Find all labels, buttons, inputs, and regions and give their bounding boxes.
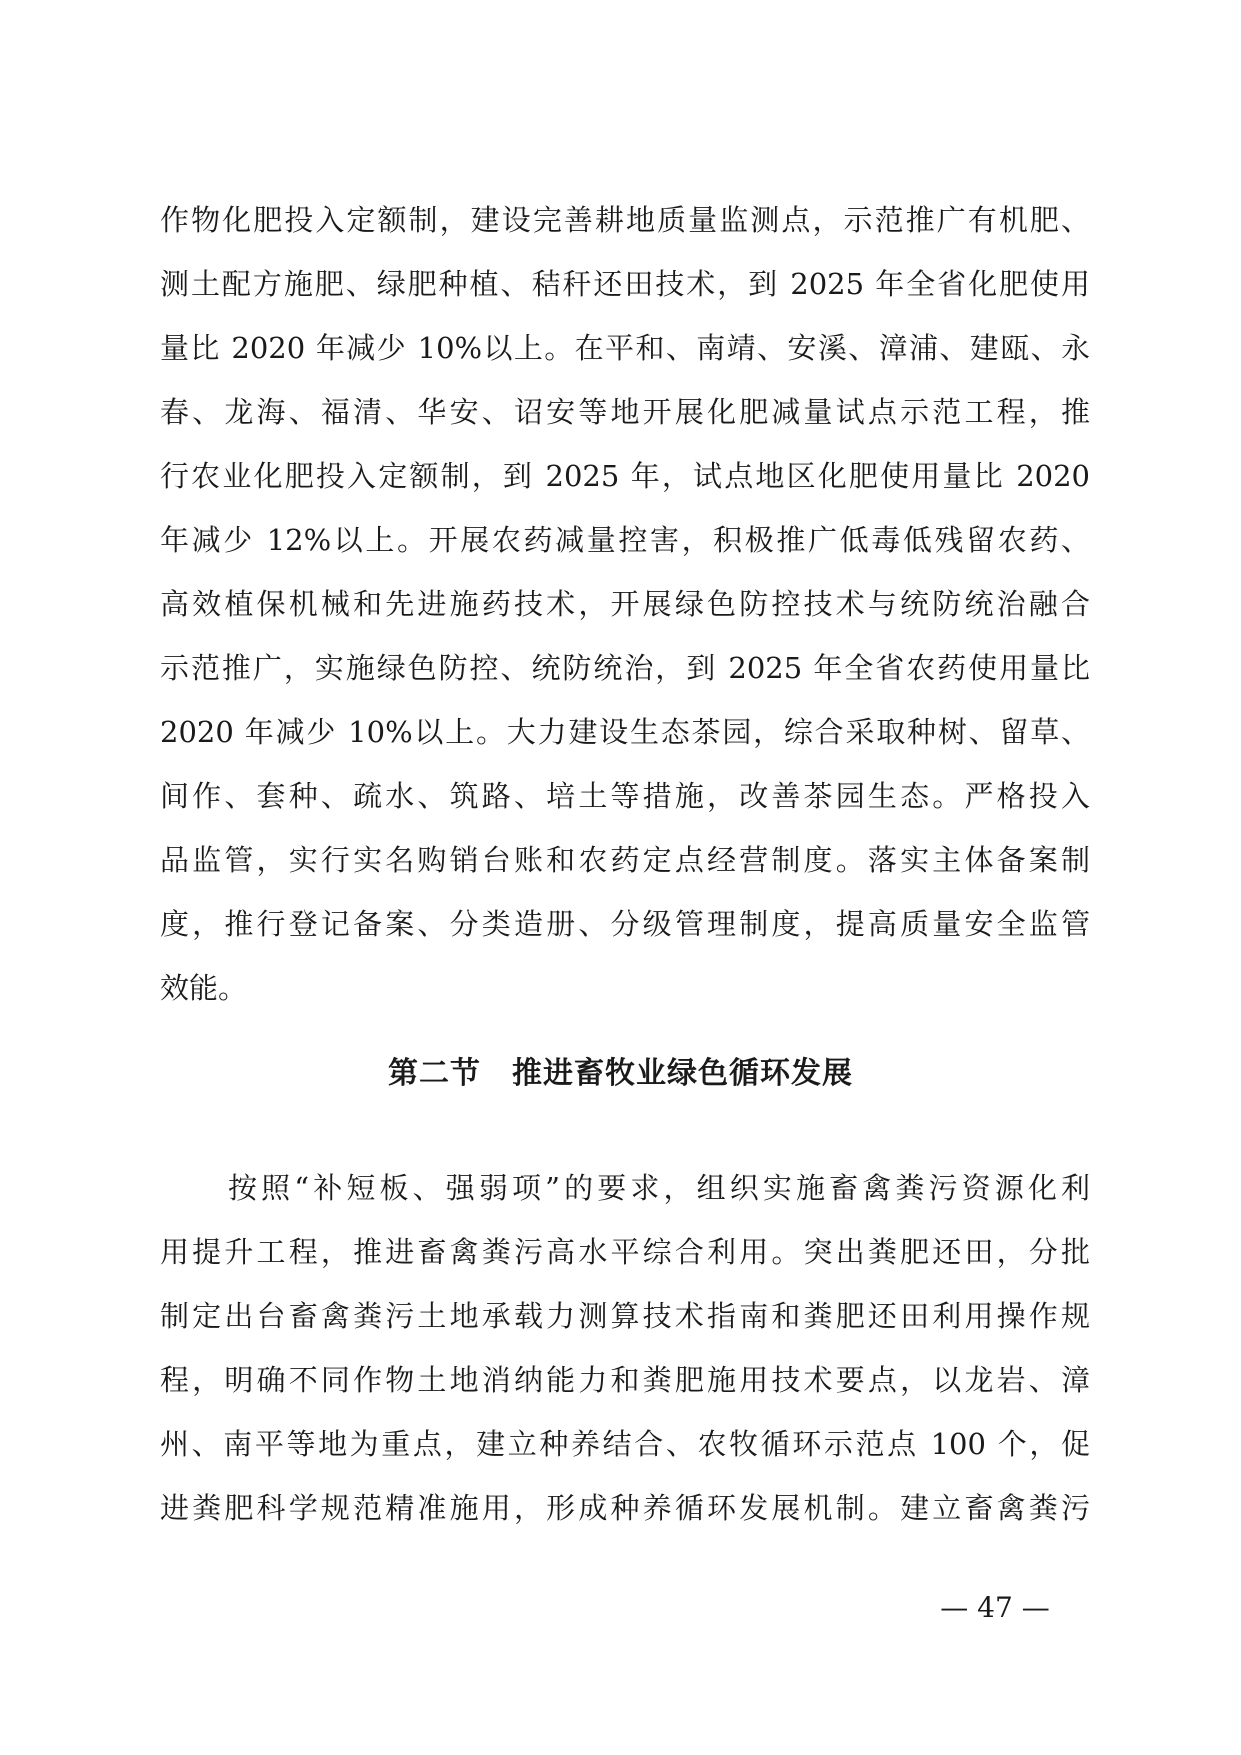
text-line: 2020 年减少 10%以上。大力建设生态茶园，综合采取种树、留草、 [160,715,1090,749]
text-line: 量比 2020 年减少 10%以上。在平和、南靖、安溪、漳浦、建瓯、永 [160,331,1090,365]
text-line: 按照“补短板、强弱项”的要求，组织实施畜禽粪污资源化利 [228,1171,1090,1205]
text-line: 测土配方施肥、绿肥种植、秸秆还田技术，到 2025 年全省化肥使用 [160,267,1090,301]
text-line: 高效植保机械和先进施药技术，开展绿色防控技术与统防统治融合 [160,587,1090,621]
text-line: 度，推行登记备案、分类造册、分级管理制度，提高质量安全监管 [160,907,1090,941]
text-line: 品监管，实行实名购销台账和农药定点经营制度。落实主体备案制 [160,843,1090,877]
paragraph-continuation [160,188,1090,1020]
text-line: 行农业化肥投入定额制，到 2025 年，试点地区化肥使用量比 2020 [160,459,1090,493]
text-line: 春、龙海、福清、华安、诏安等地开展化肥减量试点示范工程，推 [160,395,1090,429]
text-line: 用提升工程，推进畜禽粪污高水平综合利用。突出粪肥还田，分批 [160,1235,1090,1269]
page-number: — 47 — [940,1591,1050,1624]
text-line: 州、南平等地为重点，建立种养结合、农牧循环示范点 100 个，促 [160,1427,1090,1461]
text-line: 示范推广，实施绿色防控、统防统治，到 2025 年全省农药使用量比 [160,651,1090,685]
text-line: 间作、套种、疏水、筑路、培土等措施，改善茶园生态。严格投入 [160,779,1090,813]
section-paragraph [160,1156,1090,1540]
text-line: 效能。 [160,971,248,1005]
text-line: 制定出台畜禽粪污土地承载力测算技术指南和粪肥还田利用操作规 [160,1299,1090,1333]
section-heading: 第二节 推进畜牧业绿色循环发展 [388,1056,853,1091]
text-line: 年减少 12%以上。开展农药减量控害，积极推广低毒低残留农药、 [160,523,1090,557]
text-line: 作物化肥投入定额制，建设完善耕地质量监测点，示范推广有机肥、 [160,203,1090,237]
text-line: 进粪肥科学规范精准施用，形成种养循环发展机制。建立畜禽粪污 [160,1491,1090,1525]
text-line: 程，明确不同作物土地消纳能力和粪肥施用技术要点，以龙岩、漳 [160,1363,1090,1397]
